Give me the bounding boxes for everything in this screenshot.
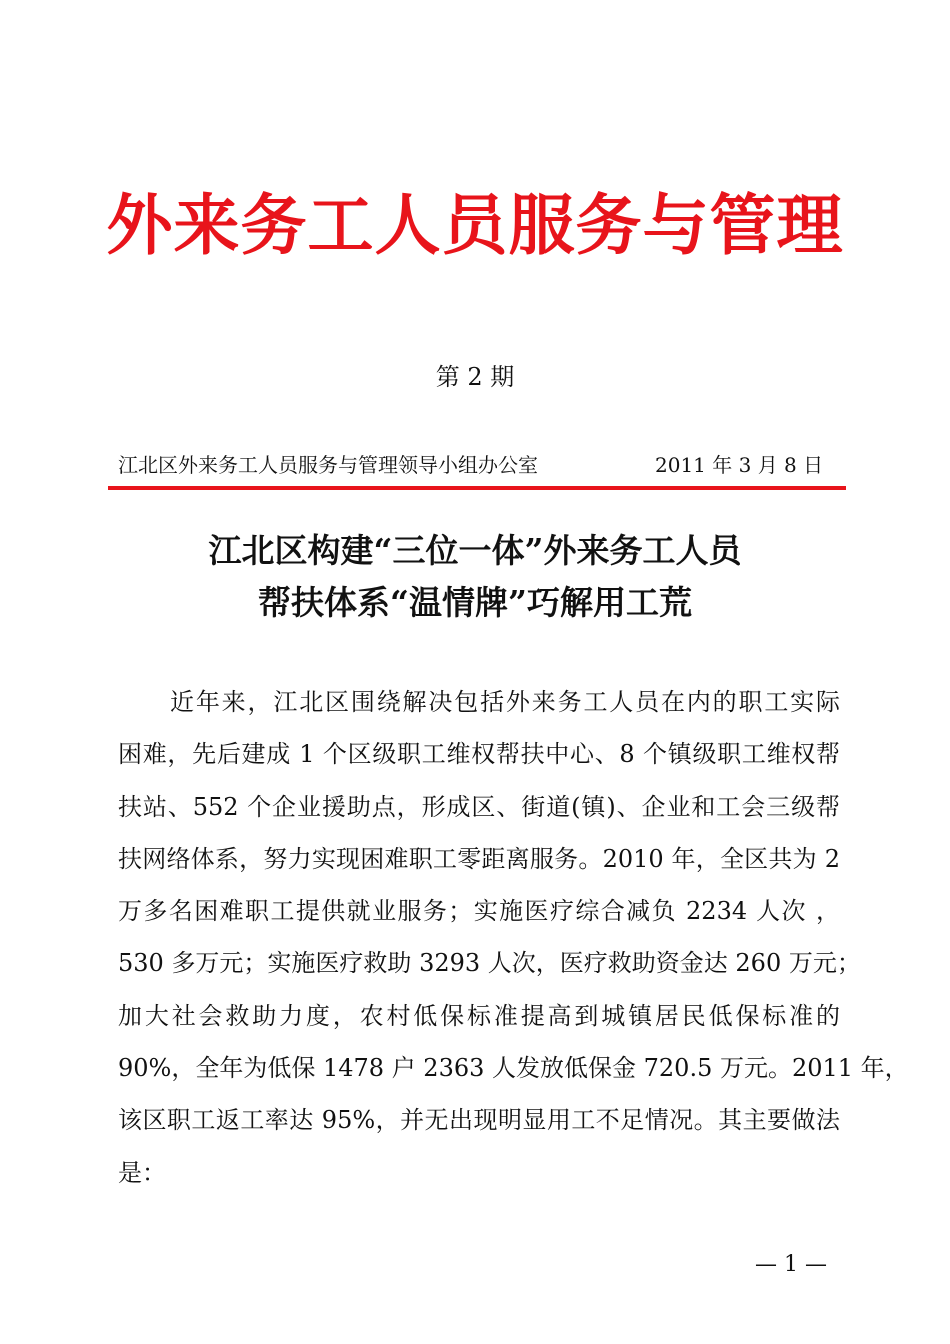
article-title-line: 帮扶体系“温情牌”巧解用工荒: [258, 583, 692, 622]
body-line: 加大社会救助力度，农村低保标准提高到城镇居民低保标准的: [118, 1001, 840, 1030]
body-line: 困难，先后建成 1 个区级职工维权帮扶中心、8 个镇级职工维权帮: [118, 740, 840, 769]
body-line: 是：: [118, 1158, 166, 1187]
page-number: — 1 —: [755, 1252, 827, 1277]
article-title-line: 江北区构建“三位一体”外来务工人员: [208, 531, 742, 570]
body-line: 扶站、552 个企业援助点，形成区、街道(镇)、企业和工会三级帮: [118, 792, 840, 821]
body-line: 万多名困难职工提供就业服务；实施医疗综合减负 2234 人次 ，: [118, 897, 840, 926]
article-body: [118, 676, 909, 1199]
red-divider: [108, 486, 846, 490]
body-line: 90%，全年为低保 1478 户 2363 人发放低保金 720.5 万元。2011 年，: [118, 1054, 909, 1083]
body-line: 近年来，江北区围绕解决包括外来务工人员在内的职工实际: [170, 688, 840, 716]
issue-number: 第 2 期: [435, 363, 515, 391]
masthead-title: 外来务工人员服务与管理: [106, 186, 844, 264]
issue-date: 2011 年 3 月 8 日: [655, 453, 824, 477]
issuer-name: 江北区外来务工人员服务与管理领导小组办公室: [118, 453, 538, 477]
body-line: 扶网络体系，努力实现困难职工零距离服务。2010 年，全区共为 2: [118, 844, 840, 873]
body-line: 该区职工返工率达 95%，并无出现明显用工不足情况。其主要做法: [118, 1106, 840, 1135]
article-title: [0, 525, 950, 629]
issuer-row: [118, 450, 824, 480]
body-line: 530 多万元；实施医疗救助 3293 人次，医疗救助资金达 260 万元；: [118, 949, 861, 978]
